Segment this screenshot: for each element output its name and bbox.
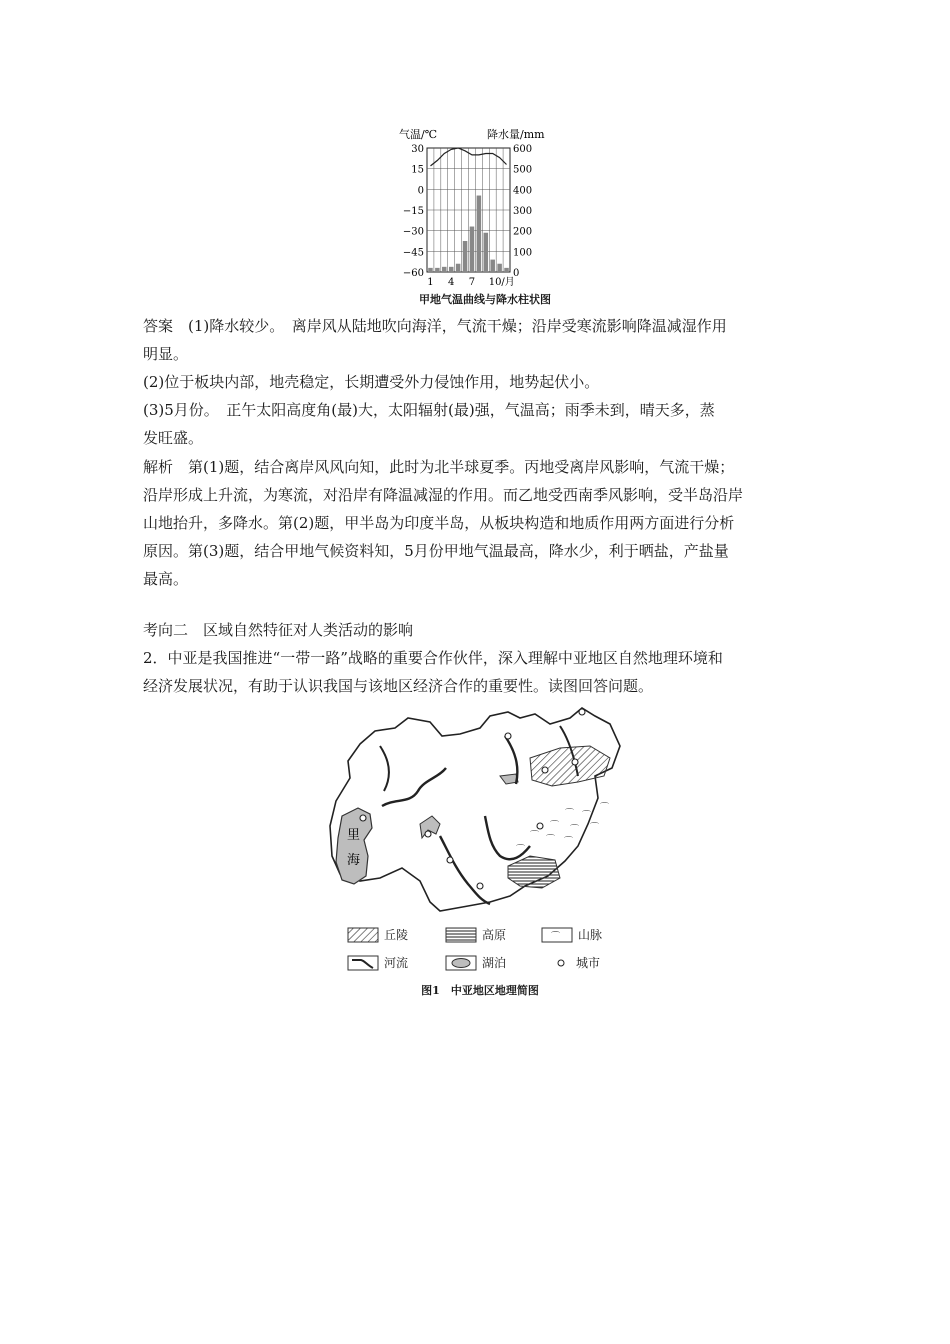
legend-plateau [445,926,506,943]
city-icon [537,823,543,829]
right-tick-label: 0 [513,268,520,279]
right-tick-label: 600 [513,144,533,155]
city-swatch-icon [551,955,571,971]
mountain-swatch-icon [541,927,573,943]
precipitation-bar [442,267,447,272]
precipitation-bar [435,268,440,272]
answer-block [143,312,813,452]
precipitation-bar [456,264,461,272]
climate-chart-svg [395,125,575,295]
city-icon [477,883,483,889]
x-tick-label: 1 [427,277,434,288]
mountain-icon: ⌒ [600,803,610,813]
precipitation-bar [504,268,509,272]
mountain-icon: ⌒ [582,811,592,821]
city-icon [505,733,511,739]
answer-line: (3)5月份。 正午太阳高度角(最)大，太阳辐射(最)强，气温高；雨季未到，晴天多，蒸 [143,401,715,419]
right-tick-label: 200 [513,226,533,238]
city-icon [579,709,585,715]
plateau-swatch-icon [445,927,477,943]
legend-river [347,954,408,971]
legend-river-label: 河流 [384,956,409,970]
analysis-line: 原因。第(3)题，结合甲地气候资料知，5月份甲地气温最高，降水少，利于晒盐，产盐量 [143,542,729,560]
mountain-icon: ⌒ [590,823,600,833]
precipitation-bar [484,233,489,272]
mountain-icon: ⌒ [546,835,556,845]
precipitation-bar [477,196,482,272]
analysis-line: 最高。 [143,570,189,588]
city-icon [447,857,453,863]
chart-caption: 甲地气温曲线与降水柱状图 [419,293,551,306]
right-tick-label: 100 [513,247,533,259]
left-tick-label: −15 [402,206,424,217]
svg-text:⌒: ⌒ [551,931,561,942]
section-block [143,616,813,700]
mountain-icon: ⌒ [516,845,526,855]
mountain-icon: ⌒ [564,837,574,847]
map-caption: 图1 中亚地区地理简图 [421,984,539,997]
mountain-icon: ⌒ [570,825,580,835]
legend-hills [347,926,408,943]
left-tick-label: 15 [411,164,424,176]
mountain-icon: ⌒ [565,809,575,819]
answer-line: 发旺盛。 [143,429,204,447]
city-icon [542,767,548,773]
hills-swatch-icon [347,927,379,943]
legend-hills-label: 丘陵 [384,928,409,942]
legend-city-label: 城市 [576,956,601,970]
right-tick-label: 400 [513,185,533,197]
central-asia-map [320,706,630,916]
analysis-line: 沿岸形成上升流，为寒流，对沿岸有降温减湿的作用。而乙地受西南季风影响，受半岛沿岸 [143,486,744,504]
legend-plateau-label: 高原 [482,928,507,942]
map-legend [345,926,615,978]
legend-lake-label: 湖泊 [482,956,507,970]
city-icon [360,815,366,821]
precipitation-bar [449,267,454,272]
legend-city [551,954,600,971]
legend-lake [445,954,506,971]
lake-swatch-icon [445,955,477,971]
precipitation-bar [463,241,468,272]
left-tick-label: −30 [402,226,424,238]
left-tick-label: 30 [411,144,424,155]
precipitation-bar [470,227,475,272]
mountain-icon: ⌒ [530,831,540,841]
land-outline [330,708,620,911]
sea-label-bottom: 海 [347,853,361,868]
legend-mountains-label: 山脉 [578,928,603,942]
answer-line: 明显。 [143,345,189,363]
precipitation-bar [490,260,495,272]
section-heading: 考向二 区域自然特征对人类活动的影响 [143,621,414,639]
x-tick-label: 7 [468,277,476,288]
left-tick-label: −45 [402,247,424,259]
left-tick-label: 0 [417,185,424,197]
answer-line: (2)位于板块内部，地壳稳定，长期遭受外力侵蚀作用，地势起伏小。 [143,373,600,391]
sea-label-top: 里 [347,828,361,843]
x-tick-label: 10/月 [488,277,515,288]
precipitation-bar [497,264,502,272]
mountain-icon: ⌒ [550,821,560,831]
right-tick-label: 500 [513,164,533,176]
city-icon [572,759,578,765]
chart-ylabel-right: 降水量/mm [487,128,545,141]
answer-line: 答案 (1)降水较少。 离岸风从陆地吹向海洋，气流干燥；沿岸受寒流影响降温减湿作用 [143,317,727,335]
analysis-line: 解析 第(1)题，结合离岸风风向知，此时为北半球夏季。丙地受离岸风影响，气流干燥； [143,458,735,476]
legend-mountains [541,926,602,943]
climate-chart [395,125,575,310]
x-tick-label: 4 [448,277,455,288]
city-icon [425,831,431,837]
map-svg [320,706,630,916]
question-line: 经济发展状况，有助于认识我国与该地区经济合作的重要性。读图回答问题。 [143,677,654,695]
right-tick-label: 300 [513,206,533,217]
chart-ylabel-left: 气温/℃ [399,128,438,141]
analysis-line: 山地抬升，多降水。第(2)题，甲半岛为印度半岛，从板块构造和地质作用两方面进行分析 [143,514,735,532]
left-tick-label: −60 [402,268,424,279]
question-line: 2．中亚是我国推进“一带一路”战略的重要合作伙伴，深入理解中亚地区自然地理环境和 [143,649,723,667]
river-swatch-icon [347,955,379,971]
precipitation-bar [428,268,433,272]
analysis-block [143,453,813,593]
